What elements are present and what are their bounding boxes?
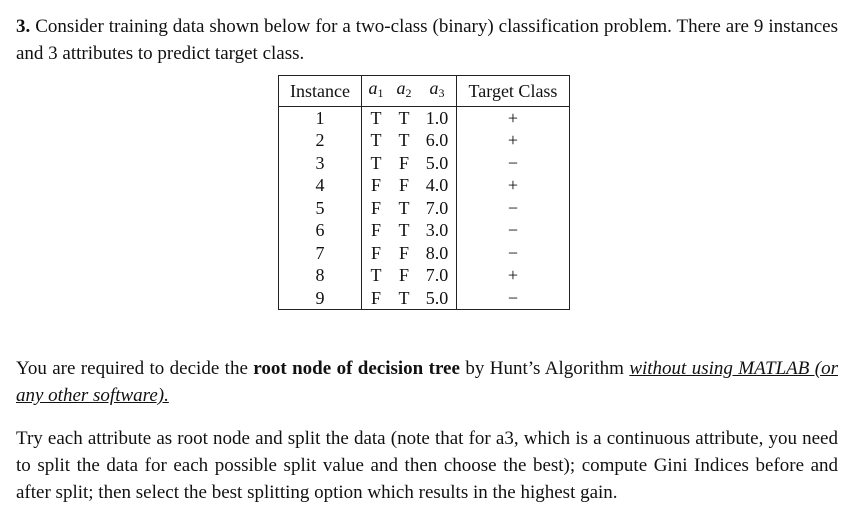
cell-a1: T	[370, 107, 382, 128]
cell-a3: 3.0	[418, 219, 457, 242]
cell-a2: F	[398, 265, 409, 285]
cell-target-class: +	[507, 265, 519, 285]
header-target-class: Target Class	[468, 80, 558, 101]
cell-instance: 2	[279, 129, 362, 152]
cell-instance: 8	[279, 264, 362, 287]
cell-target-class: −	[507, 152, 519, 173]
cell-instance: 5	[279, 197, 362, 220]
instruction-bold-text: root node of decision tree	[253, 358, 460, 379]
instruction-underlined-text: without using MATLAB (or any other software).	[16, 358, 839, 406]
cell-a3: 5.0	[418, 152, 457, 175]
cell-a3: 5.0	[418, 287, 457, 310]
cell-target-class: −	[507, 287, 519, 308]
cell-a3: 7.0	[418, 264, 457, 287]
table-body	[279, 106, 570, 310]
cell-a1: T	[370, 152, 382, 173]
cell-target-class: −	[507, 220, 519, 240]
table-row	[279, 129, 570, 152]
table-header-row	[279, 76, 570, 107]
cell-a1: F	[370, 175, 381, 195]
cell-target-class: +	[507, 175, 519, 195]
header-a2: $a_2$	[396, 78, 412, 100]
cell-instance: 7	[279, 242, 362, 265]
cell-instance: 4	[279, 174, 362, 197]
header-a3: $a_3$	[418, 76, 457, 107]
cell-a2: T	[398, 287, 410, 308]
cell-target-class: +	[507, 130, 519, 150]
cell-a3: 7.0	[418, 197, 457, 220]
cell-instance: 3	[279, 152, 362, 175]
question-intro-text: Consider training data shown below for a two-class (binary) classification problem. There are 9 instances and 3 attributes to predict target class.	[16, 16, 838, 64]
table-row	[279, 106, 570, 129]
cell-a1: F	[370, 242, 381, 263]
table-row	[279, 219, 570, 242]
instruction-paragraph	[16, 355, 838, 409]
question-number: 3.	[16, 16, 31, 37]
cell-a1: T	[370, 265, 382, 285]
cell-a3: 6.0	[418, 129, 457, 152]
cell-a2: F	[398, 175, 409, 195]
cell-target-class: −	[507, 242, 519, 263]
training-data-table	[278, 75, 570, 310]
header-a1: $a_1$	[368, 78, 384, 100]
table-row	[279, 197, 570, 220]
cell-a1: T	[370, 130, 382, 150]
cell-a1: F	[370, 287, 381, 308]
cell-instance: 1	[279, 106, 362, 129]
cell-a2: F	[398, 152, 409, 173]
cell-instance: 9	[279, 287, 362, 310]
instruction-text-1: You are required to decide the	[16, 358, 254, 379]
table-row	[279, 152, 570, 175]
cell-a2: T	[398, 220, 410, 240]
question-intro	[16, 13, 838, 67]
header-instance: Instance	[279, 76, 362, 107]
cell-instance: 6	[279, 219, 362, 242]
table-row	[279, 174, 570, 197]
cell-a2: T	[398, 130, 410, 150]
cell-a3: 8.0	[418, 242, 457, 265]
cell-a2: F	[398, 242, 409, 263]
table-row	[279, 287, 570, 310]
cell-a3: 4.0	[418, 174, 457, 197]
cell-a2: T	[398, 107, 410, 128]
cell-a1: F	[370, 197, 381, 218]
cell-a1: F	[370, 220, 381, 240]
instruction-text-2: by Hunt’s Algorithm	[459, 358, 630, 379]
cell-target-class: −	[507, 197, 519, 218]
cell-a2: T	[398, 197, 410, 218]
cell-target-class: +	[507, 107, 519, 128]
table-row	[279, 264, 570, 287]
table-row	[279, 242, 570, 265]
task-paragraph: Try each attribute as root node and split the data (note that for a3, which is a continuous attribute, you need to split the data for each possible split value and then choose the best); compute Gini Indices before and after split; then select the best splitting option which results in the highest gain.	[16, 428, 838, 503]
cell-a3: 1.0	[418, 106, 457, 129]
